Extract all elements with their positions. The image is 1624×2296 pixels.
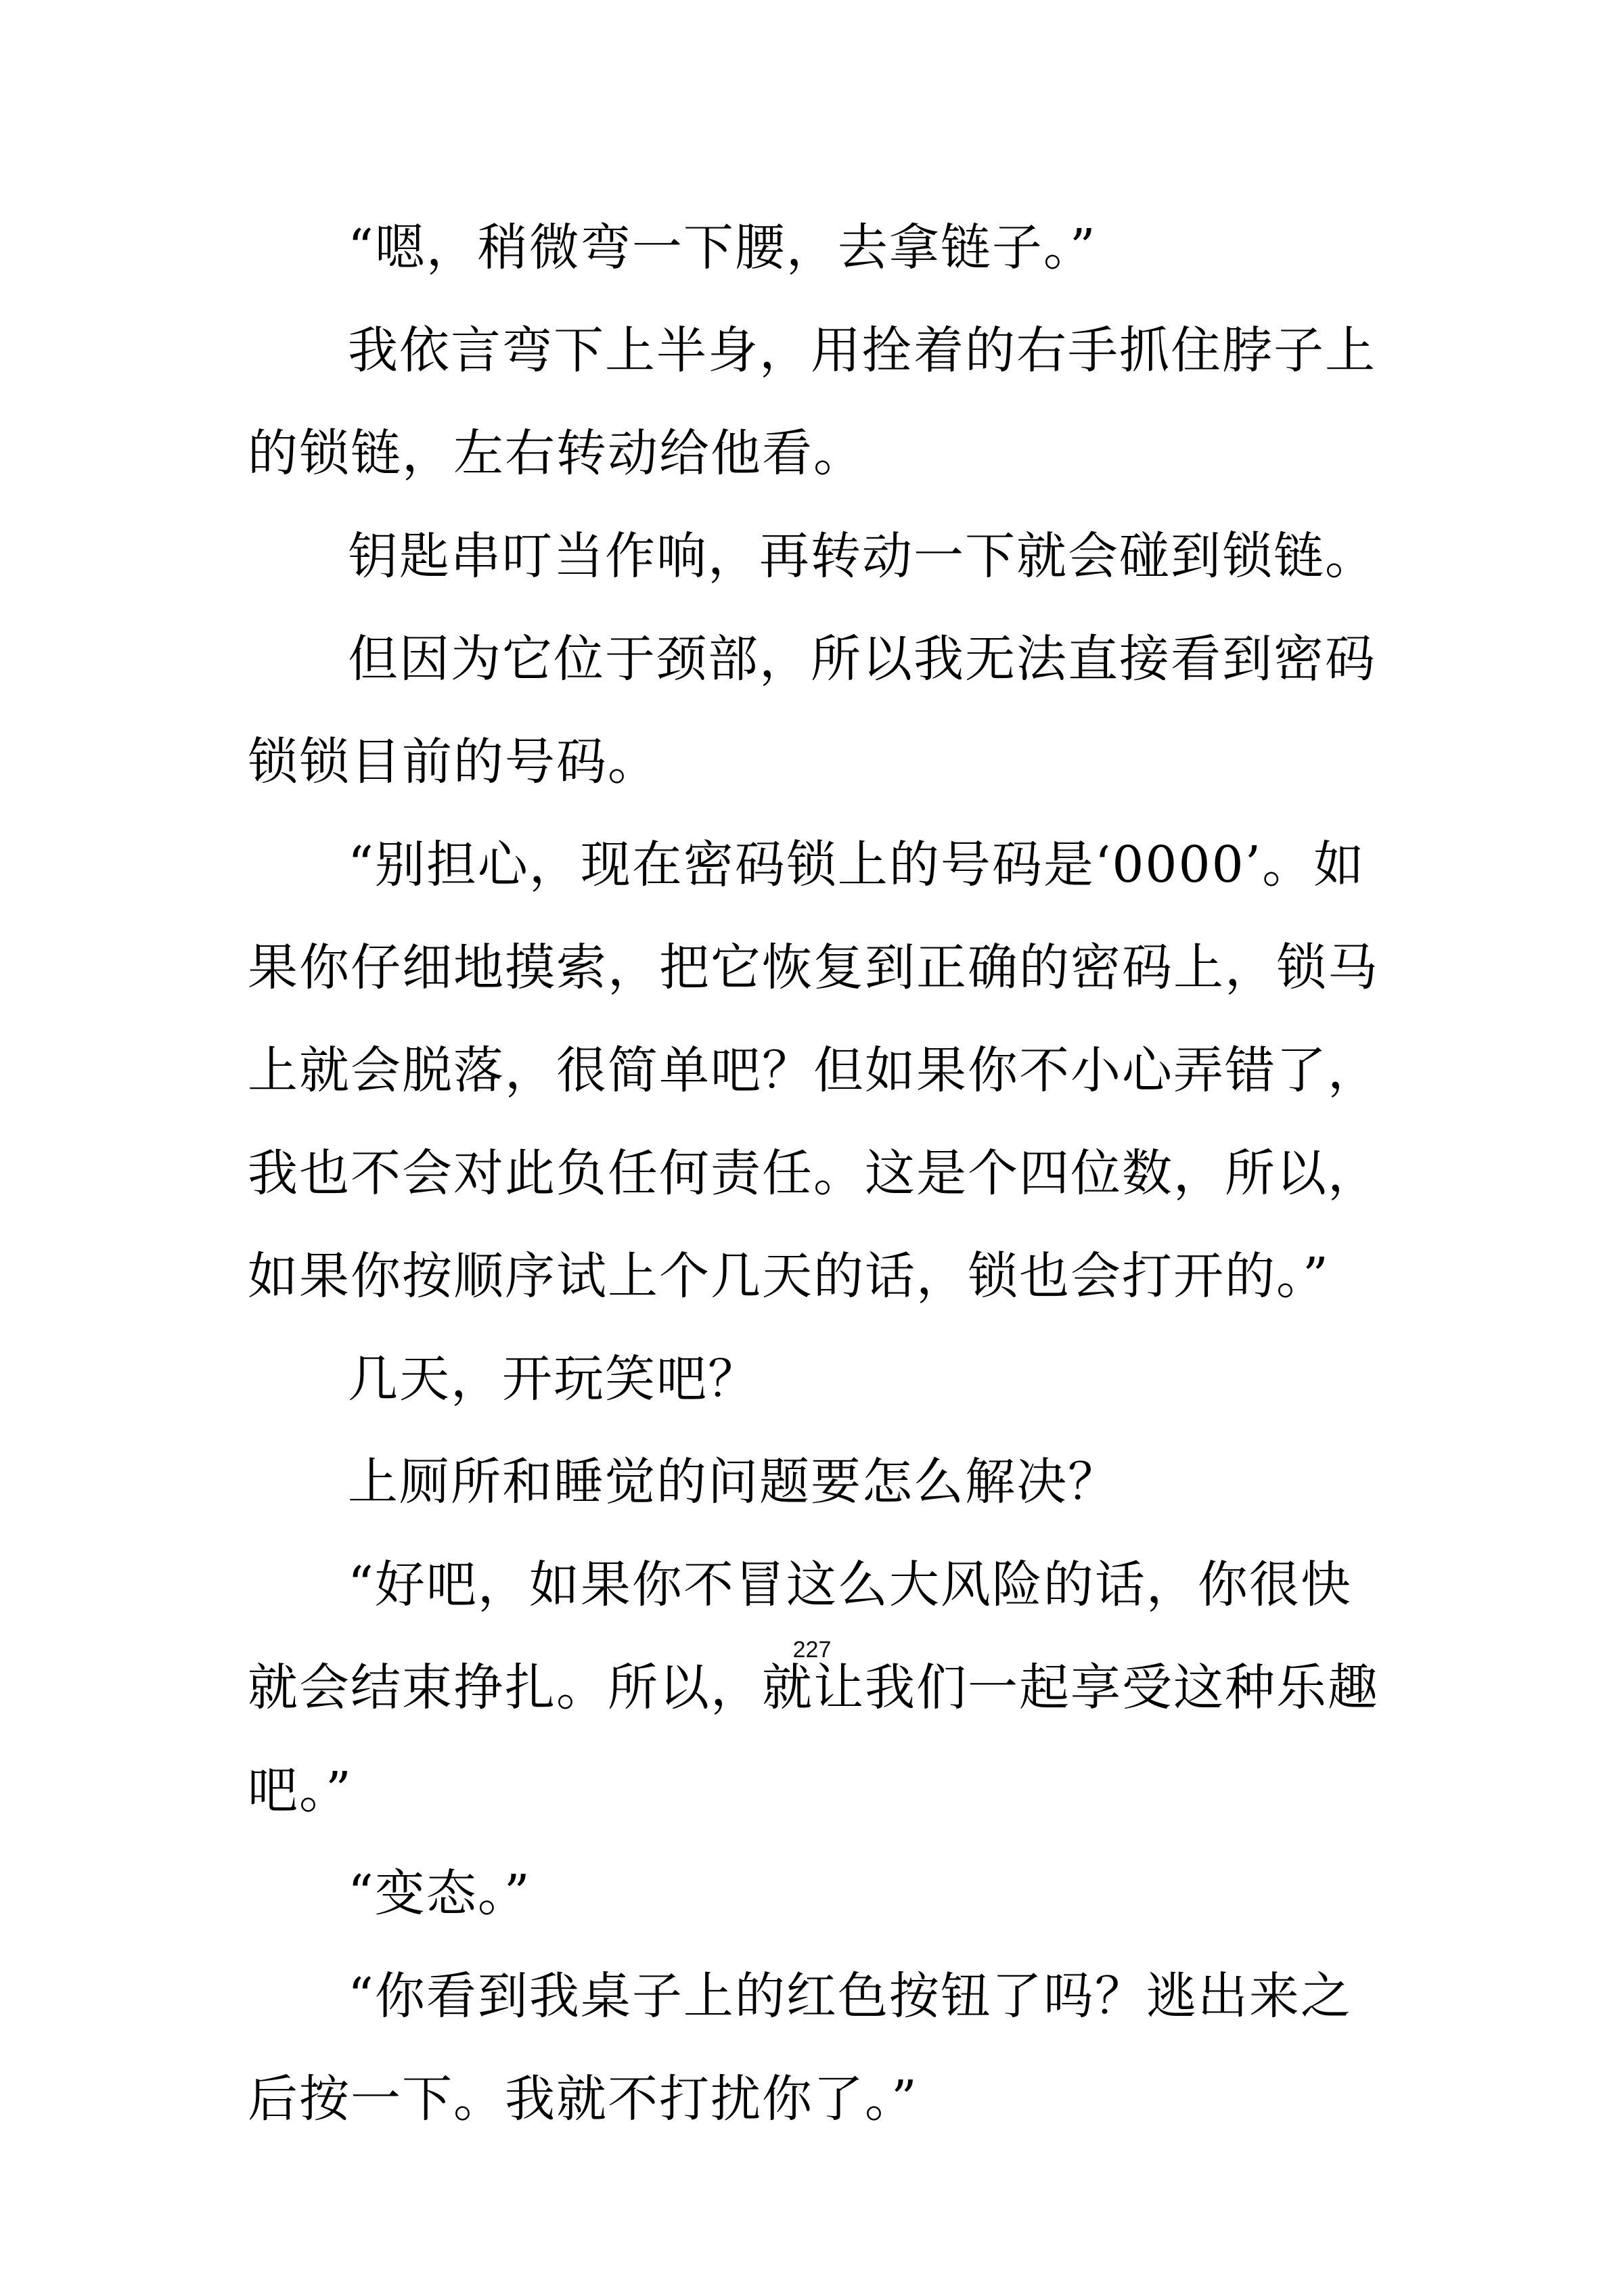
- paragraph-6: 几天，开玩笑吧？: [348, 1350, 759, 1408]
- paragraph-2: 我依言弯下上半身，用拴着的右手抓住脖子上的锁链，左右转动给他看。: [248, 321, 1376, 482]
- paragraph-4: 但因为它位于颈部，所以我无法直接看到密码锁锁目前的号码。: [248, 630, 1376, 791]
- paragraph-8: “好吧，如果你不冒这么大风险的话，你很快就会结束挣扎。所以，就让我们一起享受这种乐趣吧。”: [248, 1556, 1379, 1820]
- paragraph-9: “变态。”: [348, 1864, 531, 1922]
- paragraph-3: 钥匙串叮当作响，再转动一下就会碰到锁链。: [348, 527, 1376, 585]
- body-text: [248, 196, 1398, 2151]
- page-number: 227: [792, 1637, 832, 1663]
- paragraph-10: “你看到我桌子上的红色按钮了吗？逃出来之后按一下。我就不打扰你了。”: [248, 1967, 1352, 2128]
- paragraph-1: “嗯，稍微弯一下腰，去拿链子。”: [348, 219, 1097, 277]
- paragraph-5: “别担心，现在密码锁上的号码是‘0000’。如果你仔细地摸索，把它恢复到正确的密码上，锁马上就会脱落，很简单吧？但如果你不小心弄错了，我也不会对此负任何责任。这是个四位数，所以，如果你按顺序试上个几天的话，锁也会打开的。”: [248, 836, 1379, 1305]
- paragraph-7: 上厕所和睡觉的问题要怎么解决？: [348, 1453, 1119, 1511]
